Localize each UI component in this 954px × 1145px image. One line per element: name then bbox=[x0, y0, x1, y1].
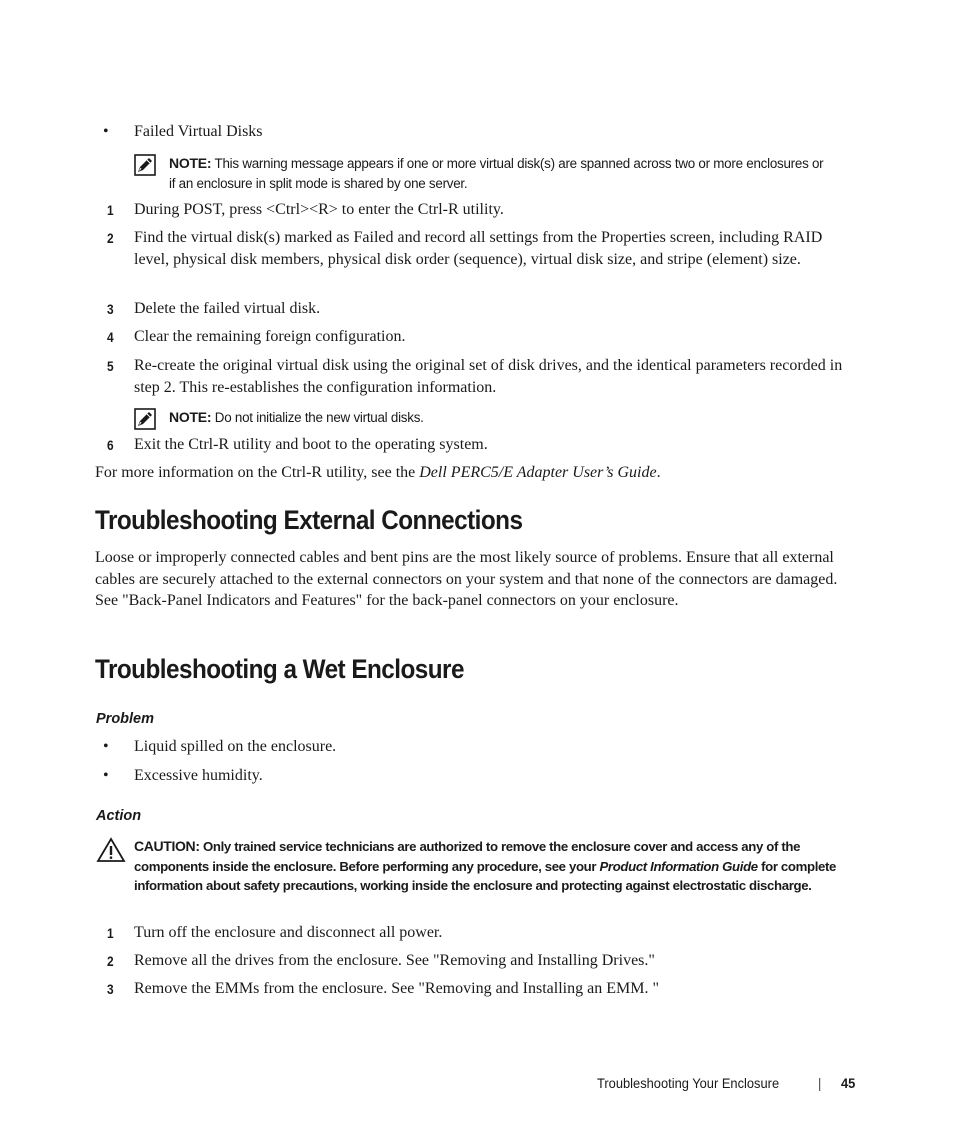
step-number: 2 bbox=[107, 230, 114, 246]
step-text: Delete the failed virtual disk. bbox=[134, 300, 321, 317]
bullet-text: Liquid spilled on the enclosure. bbox=[134, 738, 337, 755]
bullet-text: Excessive humidity. bbox=[134, 767, 263, 784]
step-number: 1 bbox=[107, 925, 114, 941]
note-text: Do not initialize the new virtual disks. bbox=[214, 410, 424, 425]
more-info-prefix: For more information on the Ctrl-R utility, see the bbox=[95, 464, 420, 481]
step-number: 6 bbox=[107, 437, 114, 453]
step-text: Find the virtual disk(s) marked as Failed and record all settings from the Properties screen, including RAID level, physical disk members, physical disk order (sequence), virtual disk size, and stripe (element) size. bbox=[134, 229, 823, 268]
more-info-paragraph bbox=[95, 462, 857, 484]
caution-text: Only trained service technicians are authorized to remove the enclosure cover and access any of the components inside the enclosure. Before performing any procedure, see your bbox=[134, 839, 801, 874]
footer-section-title: Troubleshooting Your Enclosure bbox=[597, 1075, 780, 1091]
note-pencil-icon bbox=[134, 408, 156, 430]
footer-page-number: 45 bbox=[841, 1075, 856, 1091]
section-heading: Troubleshooting a Wet Enclosure bbox=[95, 654, 464, 684]
step-text: Remove the EMMs from the enclosure. See "Removing and Installing an EMM. " bbox=[134, 980, 659, 997]
bullet-glyph: • bbox=[103, 123, 109, 140]
step-number: 1 bbox=[107, 202, 114, 218]
step-number: 2 bbox=[107, 953, 114, 969]
step-text: Clear the remaining foreign configuration. bbox=[134, 328, 406, 345]
subheading-problem: Problem bbox=[96, 711, 155, 727]
note-label: NOTE: bbox=[169, 155, 212, 171]
step-text: Turn off the enclosure and disconnect all power. bbox=[134, 924, 443, 941]
caution-guide-title: Product Information Guide bbox=[599, 858, 758, 874]
step-number: 4 bbox=[107, 329, 114, 345]
step-text: During POST, press <Ctrl><R> to enter the Ctrl-R utility. bbox=[134, 201, 504, 218]
section-body: Loose or improperly connected cables and bent pins are the most likely source of problems. Ensure that all external cables are securely attached to the external connectors on your system and that none of the connectors are damaged. See "Back-Panel Indicators and Features" for the back-panel connectors on your enclosure. bbox=[95, 549, 838, 609]
more-info-suffix: . bbox=[656, 464, 661, 481]
bullet-glyph: • bbox=[103, 767, 109, 784]
step-text: Remove all the drives from the enclosure. See "Removing and Installing Drives." bbox=[134, 952, 655, 969]
more-info-guide-title: Dell PERC5/E Adapter User’s Guide bbox=[419, 464, 657, 481]
subheading-action: Action bbox=[96, 808, 142, 824]
step-number: 5 bbox=[107, 358, 114, 374]
bullet-glyph: • bbox=[103, 738, 109, 755]
note-block bbox=[134, 408, 824, 428]
note-pencil-icon bbox=[134, 154, 156, 176]
note-text: This warning message appears if one or more virtual disk(s) are spanned across two or more enclosures or if an enclosure in split mode is shared by one server. bbox=[169, 156, 824, 191]
step-number: 3 bbox=[107, 301, 114, 317]
step-number: 3 bbox=[107, 981, 114, 997]
caution-triangle-icon bbox=[96, 837, 126, 863]
caution-block bbox=[96, 837, 866, 896]
caution-text-end: for complete information about safety precautions, working inside the enclosure and protecting against electrostatic discharge. bbox=[134, 858, 837, 894]
step-text: Re-create the original virtual disk using the original set of disk drives, and the identical parameters recorded in step 2. This re-establishes the configuration information. bbox=[134, 357, 843, 396]
footer-separator: | bbox=[818, 1075, 822, 1091]
note-block bbox=[134, 154, 824, 193]
note-label: NOTE: bbox=[169, 409, 212, 425]
bullet-text: Failed Virtual Disks bbox=[134, 123, 263, 140]
caution-label: CAUTION: bbox=[134, 838, 200, 854]
step-text: Exit the Ctrl-R utility and boot to the operating system. bbox=[134, 436, 488, 453]
section-heading: Troubleshooting External Connections bbox=[95, 505, 523, 535]
